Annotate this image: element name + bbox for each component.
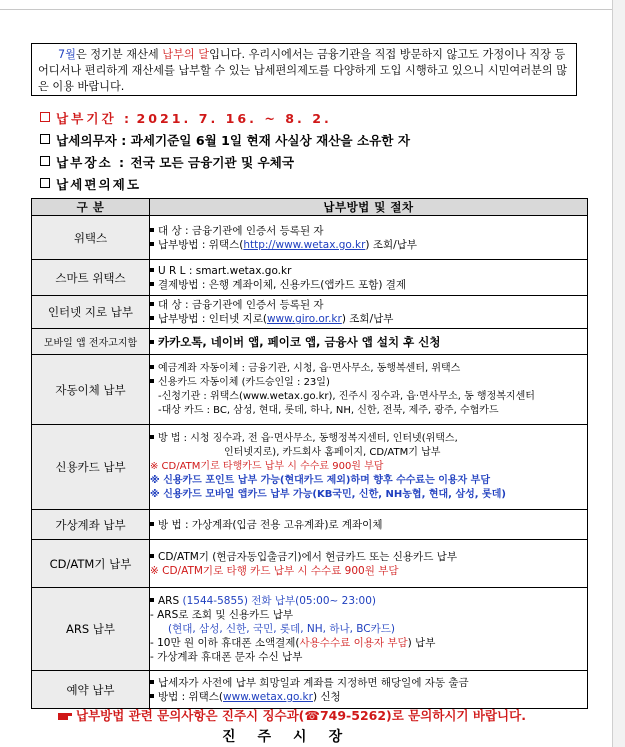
row-name: CD/ATM기 납부 xyxy=(32,540,150,588)
payment-place: 납부장소 : 전국 모든 금융기관 및 우체국 xyxy=(40,152,294,171)
bullet-icon xyxy=(150,435,154,439)
row-name: 예약 납부 xyxy=(32,671,150,709)
table-row-wetax: 위택스 대 상 : 금융기관에 인증서 등록된 자 납부방법 : 위택스(http://www.wetax.go.kr) 조회/납부 xyxy=(32,216,588,260)
header-category: 구 분 xyxy=(32,199,150,216)
bullet-icon xyxy=(150,365,154,369)
page-top-edge xyxy=(0,0,625,10)
table-row-internet-giro: 인터넷 지로 납부 대 상 : 금융기관에 인증서 등록된 자 납부방법 : 인터넷 지로(www.giro.or.kr) 조회/납부 xyxy=(32,296,588,329)
signature: 진주시장 xyxy=(222,729,365,745)
bullet-icon xyxy=(150,598,154,602)
checkbox-square-icon xyxy=(40,156,50,166)
giro-link[interactable]: www.giro.or.kr xyxy=(266,313,342,325)
intro-notice-box xyxy=(31,43,577,96)
bullet-icon xyxy=(150,282,154,286)
row-name: 스마트 위택스 xyxy=(32,260,150,296)
row-name: 자동이체 납부 xyxy=(32,355,150,425)
inquiry-notice: 납부방법 관련 문의사항은 진주시 징수과(☎749-5262)로 문의하시기 바랍니다. xyxy=(58,706,526,724)
table-row-ars: ARS 납부 ARS (1544-5855) 전화 납부(05:00~ 23:00) - ARS로 조회 및 신용카드 납부 (현대, 삼성, 신한, 국민, 롯데, NH, 하나, BC카드) - 10만 원 이하 휴대폰 소액결제(사용수수료 이용자 부담) 납부 - 가상계좌 휴대폰 문자 수신 납부 xyxy=(32,588,588,671)
bullet-icon xyxy=(150,302,154,306)
row-name: 신용카드 납부 xyxy=(32,425,150,510)
table-row-reserve: 예약 납부 납세자가 사전에 납부 희망일과 계좌를 지정하면 해당일에 자동 출금 방법 : 위택스(www.wetax.go.kr) 신청 xyxy=(32,671,588,709)
reserve-wetax-link[interactable]: www.wetax.go.kr xyxy=(223,690,313,703)
checkbox-square-icon xyxy=(40,134,50,144)
bullet-icon xyxy=(150,522,154,526)
header-method: 납부방법 및 절차 xyxy=(150,199,588,216)
row-name: 위택스 xyxy=(32,216,150,260)
bullet-icon xyxy=(150,379,154,383)
table-row-credit-card: 신용카드 납부 방 법 : 시청 징수과, 전 읍·면사무소, 동행정복지센터, 인터넷(위택스, 인터넷지로), 카드회사 홈페이지, CD/ATM기 납부 ※ CD/ATM기로 타행카드 납부 시 수수료 900원 부담 ※ 신용카드 포인트 납부 가능(현대카드 제외)하며 향후 수수료는 이용자 부담 ※ 신용카드 모바일 앱카드 납부 가능(KB국민, 신한, NH농협, 현대, 삼성, 롯데) xyxy=(32,425,588,510)
convenience-system-heading: 납세편의제도 xyxy=(40,174,141,193)
pointing-hand-icon xyxy=(58,710,72,721)
row-name: ARS 납부 xyxy=(32,588,150,671)
table-row-virtual-account: 가상계좌 납부 방 법 : 가상계좌(입금 전용 고유계좌)로 계좌이체 xyxy=(32,510,588,540)
bullet-icon xyxy=(150,228,154,232)
table-row-auto-transfer: 자동이체 납부 예금계좌 자동이체 : 금융기관, 시청, 읍·면사무소, 동행복센터, 위택스 신용카드 자동이체 (카드승인일 : 23일) -신청기관 : 위택스(www.wetax.go.kr), 진주시 징수과, 읍·면사무소, 동 행정복지센터 -대상 카드 : BC, 삼성, 현대, 롯데, 하나, NH, 신한, 전북, 제주, 광주, 수협카드 xyxy=(32,355,588,425)
payment-methods-table xyxy=(31,198,588,709)
checkbox-square-icon xyxy=(40,112,50,122)
tax-payer: 납세의무자 : 과세기준일 6월 1일 현재 사실상 재산을 소유한 자 xyxy=(40,130,410,149)
table-header-row xyxy=(32,199,588,216)
intro-month: 7월 xyxy=(58,48,76,61)
bullet-icon xyxy=(150,554,154,558)
table-row-atm: CD/ATM기 납부 CD/ATM기 (현금자동입출금기)에서 현금카드 또는 신용카드 납부 ※ CD/ATM기로 타행 카드 납부 시 수수료 900원 부담 xyxy=(32,540,588,588)
intro-payment-month: 납부의 달 xyxy=(162,48,210,61)
row-name: 가상계좌 납부 xyxy=(32,510,150,540)
row-name: 인터넷 지로 납부 xyxy=(32,296,150,329)
payment-period: 납부기간 : 2021. 7. 16. ~ 8. 2. xyxy=(40,108,332,127)
intro-text-2: 입니다. 우리시에서는 금융기관을 직접 방문하지 않고도 가정이나 직장 등 어디서나 편리하게 재산세를 납부할 수 있는 납세편의제도를 다양하게 도입 시행하고 있으니 시민여러분의 많은 이용 바랍니다. xyxy=(38,48,567,93)
vertical-scrollbar[interactable] xyxy=(612,0,625,747)
bullet-icon xyxy=(150,680,154,684)
table-row-mobile-app: 모바일 앱 전자고지함 카카오톡, 네이버 앱, 페이코 앱, 금융사 앱 설치 후 신청 xyxy=(32,329,588,355)
bullet-icon xyxy=(150,316,154,320)
bullet-icon xyxy=(150,694,154,698)
bullet-icon xyxy=(150,268,154,272)
checkbox-square-icon xyxy=(40,178,50,188)
intro-text-1: 은 정기분 재산세 xyxy=(75,48,163,61)
wetax-link[interactable]: http://www.wetax.go.kr xyxy=(243,238,366,251)
bullet-icon xyxy=(150,340,154,344)
bullet-icon xyxy=(150,242,154,246)
row-name: 모바일 앱 전자고지함 xyxy=(32,329,150,355)
table-row-smart-wetax: 스마트 위택스 U R L : smart.wetax.go.kr 결제방법 : 은행 계좌이체, 신용카드(앱카드 포함) 결제 xyxy=(32,260,588,296)
